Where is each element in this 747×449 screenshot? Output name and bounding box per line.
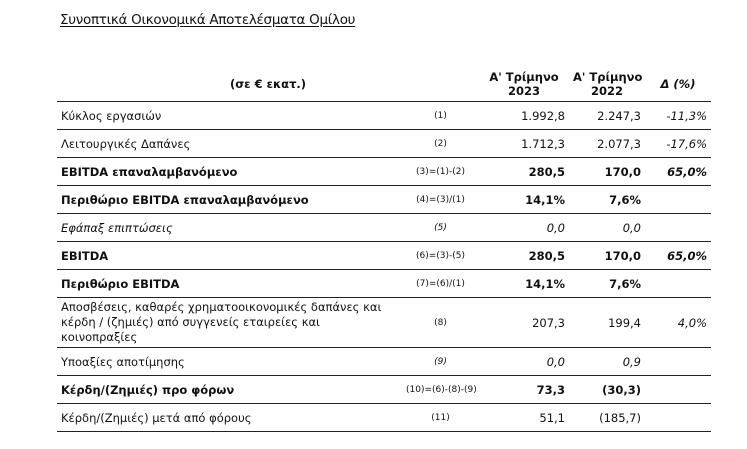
row-delta: 65,0% bbox=[645, 242, 711, 270]
row-value-2023: 51,1 bbox=[479, 404, 569, 432]
row-value-2022: 2.077,3 bbox=[569, 130, 645, 158]
row-value-2022: 2.247,3 bbox=[569, 102, 645, 130]
row-note: (3)=(1)-(2) bbox=[402, 158, 479, 186]
table-row-profit-after-tax bbox=[57, 404, 711, 432]
row-label: Υποαξίες αποτίμησης bbox=[57, 348, 402, 376]
row-value-2023: 14,1% bbox=[479, 270, 569, 298]
row-label: Κέρδη/(Ζημιές) μετά από φόρους bbox=[57, 404, 402, 432]
row-note: (11) bbox=[402, 404, 479, 432]
column-header-delta: Δ (%) bbox=[645, 66, 711, 102]
row-value-2022: (30,3) bbox=[569, 376, 645, 404]
row-note: (1) bbox=[402, 102, 479, 130]
row-value-2022: 0,9 bbox=[569, 348, 645, 376]
row-value-2022: 170,0 bbox=[569, 158, 645, 186]
row-note: (6)=(3)-(5) bbox=[402, 242, 479, 270]
row-delta bbox=[645, 270, 711, 298]
row-value-2022: (185,7) bbox=[569, 404, 645, 432]
unit-header: (σε € εκατ.) bbox=[57, 66, 479, 102]
row-delta: -17,6% bbox=[645, 130, 711, 158]
table-row-depreciation-financial bbox=[57, 298, 711, 348]
document-title: Συνοπτικά Οικονομικά Αποτελέσματα Ομίλου bbox=[60, 12, 356, 28]
row-note: (8) bbox=[402, 298, 479, 348]
row-delta: 65,0% bbox=[645, 158, 711, 186]
row-value-2022: 7,6% bbox=[569, 270, 645, 298]
row-note: (4)=(3)/(1) bbox=[402, 186, 479, 214]
table-header-row bbox=[57, 66, 711, 102]
row-value-2023: 280,5 bbox=[479, 242, 569, 270]
row-delta bbox=[645, 376, 711, 404]
row-value-2022: 0,0 bbox=[569, 214, 645, 242]
table-row-operating-expenses bbox=[57, 130, 711, 158]
row-delta bbox=[645, 186, 711, 214]
column-header-q1-2022-year: 2022 bbox=[590, 83, 623, 98]
column-header-q1-2023-period: Α' Τρίμηνο bbox=[489, 69, 559, 84]
financial-results-table bbox=[57, 66, 711, 432]
row-label: Κέρδη/(Ζημιές) προ φόρων bbox=[57, 376, 402, 404]
table-row-one-off-effects bbox=[57, 214, 711, 242]
row-value-2022: 199,4 bbox=[569, 298, 645, 348]
row-delta: 4,0% bbox=[645, 298, 711, 348]
row-value-2023: 0,0 bbox=[479, 214, 569, 242]
row-value-2023: 1.712,3 bbox=[479, 130, 569, 158]
row-value-2022: 170,0 bbox=[569, 242, 645, 270]
table-row-revenue bbox=[57, 102, 711, 130]
row-note: (2) bbox=[402, 130, 479, 158]
row-value-2022: 7,6% bbox=[569, 186, 645, 214]
row-label: Κύκλος εργασιών bbox=[57, 102, 402, 130]
row-note: (7)=(6)/(1) bbox=[402, 270, 479, 298]
table-row-ebitda-margin bbox=[57, 270, 711, 298]
row-delta bbox=[645, 404, 711, 432]
row-value-2023: 207,3 bbox=[479, 298, 569, 348]
row-delta: -11,3% bbox=[645, 102, 711, 130]
row-delta bbox=[645, 348, 711, 376]
column-header-q1-2022-period: Α' Τρίμηνο bbox=[573, 69, 643, 84]
table-row-impairments bbox=[57, 348, 711, 376]
table-row-recurring-ebitda-margin bbox=[57, 186, 711, 214]
column-header-q1-2022 bbox=[569, 66, 645, 102]
row-value-2023: 280,5 bbox=[479, 158, 569, 186]
row-note: (5) bbox=[402, 214, 479, 242]
row-value-2023: 73,3 bbox=[479, 376, 569, 404]
table-row-recurring-ebitda bbox=[57, 158, 711, 186]
row-label: EBITDA bbox=[57, 242, 402, 270]
row-value-2023: 14,1% bbox=[479, 186, 569, 214]
row-value-2023: 1.992,8 bbox=[479, 102, 569, 130]
column-header-q1-2023 bbox=[479, 66, 569, 102]
row-label: Περιθώριο EBITDA bbox=[57, 270, 402, 298]
row-label: EBITDA επαναλαμβανόμενο bbox=[57, 158, 402, 186]
row-label: Περιθώριο EBITDA επαναλαμβανόμενο bbox=[57, 186, 402, 214]
column-header-q1-2023-year: 2023 bbox=[507, 83, 540, 98]
row-delta bbox=[645, 214, 711, 242]
table-row-profit-before-tax bbox=[57, 376, 711, 404]
row-note: (10)=(6)-(8)-(9) bbox=[402, 376, 479, 404]
row-note: (9) bbox=[402, 348, 479, 376]
row-label: Εφάπαξ επιπτώσεις bbox=[57, 214, 402, 242]
table-row-ebitda bbox=[57, 242, 711, 270]
row-value-2023: 0,0 bbox=[479, 348, 569, 376]
row-label: Λειτουργικές Δαπάνες bbox=[57, 130, 402, 158]
row-label: Αποσβέσεις, καθαρές χρηματοοικονομικές δαπάνες και κέρδη / (ζημιές) από συγγενείς εταιρείες και κοινοπραξίες bbox=[57, 298, 402, 348]
